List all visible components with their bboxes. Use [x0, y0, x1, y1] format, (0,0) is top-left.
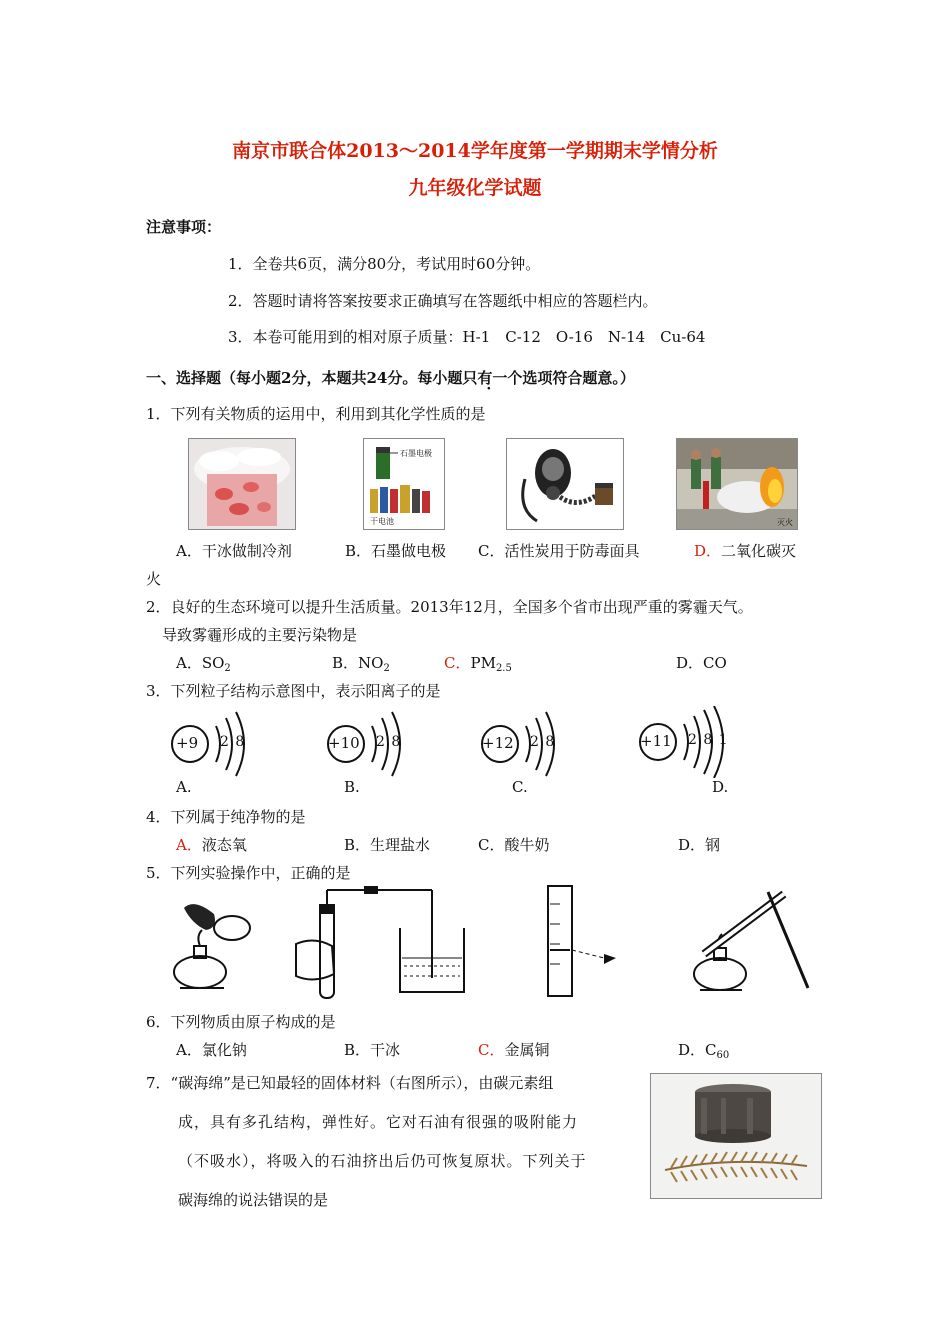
question-5-stem: 5．下列实验操作中，正确的是	[146, 864, 351, 882]
page-title: 南京市联合体2013～2014学年度第一学期期末学情分析	[232, 140, 718, 162]
q6-option-b: B．干冰	[344, 1041, 401, 1059]
emphasis-dots: 只有一个	[462, 369, 523, 387]
question-2-stem-2: 导致雾霾形成的主要污染物是	[162, 626, 358, 644]
fire-extinguishing-image	[676, 438, 798, 530]
q2-option-a: A．$SO_2$	[176, 654, 231, 674]
q4-option-b: B．生理盐水	[344, 836, 431, 854]
question-1-stem: 1．下列有关物质的运用中，利用到其化学性质的是	[146, 405, 486, 423]
nucleus-charge: +9	[176, 734, 199, 752]
lab-operations-figure	[164, 884, 826, 1000]
question-2-stem: 2．良好的生态环境可以提升生活质量。2013年12月，全国多个省市出现严重的雾霾天气。	[146, 598, 753, 616]
notice-item: 1．全卷共6页，满分80分，考试用时60分钟。	[228, 255, 541, 273]
q3-option-a: A.	[176, 778, 192, 796]
q2-option-d: D．CO	[676, 654, 727, 672]
electron-shells: 2 8	[530, 734, 556, 750]
q4-option-d: D．钢	[678, 836, 721, 854]
q3-option-b: B.	[344, 778, 360, 796]
graphite-electrode-label: 石墨电极	[400, 449, 432, 458]
q4-option-a: A．液态氧	[176, 836, 247, 854]
notice-item: 2．答题时请将答案按要求正确填写在答题纸中相应的答题栏内。	[228, 292, 658, 310]
atom-diagram-c	[476, 710, 566, 778]
section-heading: 一、选择题（每小题2分，本题共24分。每小题只有一个选项符合题意。）	[146, 369, 635, 387]
carbon-sponge-image	[650, 1073, 822, 1199]
electron-shells: 2 8	[376, 734, 402, 750]
dry-ice-image	[188, 438, 296, 530]
question-4-stem: 4．下列属于纯净物的是	[146, 808, 306, 826]
q3-option-d: D.	[712, 778, 729, 796]
q2-option-c: C．$PM_{2.5}$	[444, 654, 512, 674]
question-6-stem: 6．下列物质由原子构成的是	[146, 1013, 336, 1031]
nucleus-charge: +11	[640, 732, 672, 750]
question-7-line-2: 成，具有多孔结构，弹性好。它对石油有很强的吸附能力	[178, 1113, 579, 1131]
nucleus-charge: +10	[328, 734, 360, 752]
graphite-battery-image	[363, 438, 445, 530]
fire-label: 灭火	[777, 518, 793, 527]
notice-heading: 注意事项：	[146, 218, 222, 236]
q6-option-c: C．金属铜	[478, 1041, 550, 1059]
q1-option-b: B．石墨做电极	[345, 542, 447, 560]
q4-option-c: C．酸牛奶	[478, 836, 550, 854]
nucleus-charge: +12	[482, 734, 514, 752]
q1-option-c: C．活性炭用于防毒面具	[478, 542, 640, 560]
electron-shells: 2 8	[220, 734, 246, 750]
atom-diagram-b	[322, 710, 412, 778]
gas-mask-image	[506, 438, 624, 530]
q2-option-b: B．$NO_2$	[332, 654, 390, 674]
electron-shells: 2 8 1	[688, 732, 729, 748]
question-7-line-1: 7．“碳海绵”是已知最轻的固体材料（右图所示），由碳元素组	[146, 1074, 554, 1092]
question-3-stem: 3．下列粒子结构示意图中，表示阳离子的是	[146, 682, 441, 700]
notice-item: 3．本卷可能用到的相对原子质量：H-1 C-12 O-16 N-14 Cu-64	[228, 328, 706, 346]
page-subtitle: 九年级化学试题	[408, 177, 542, 199]
q1-option-d: D．二氧化碳灭	[694, 542, 797, 560]
q1-option-d-wrap: 火	[146, 570, 162, 588]
q6-option-a: A．氯化钠	[176, 1041, 247, 1059]
atom-diagram-a	[166, 710, 256, 778]
question-7-line-4: 碳海绵的说法错误的是	[178, 1191, 329, 1209]
atom-diagram-d	[634, 706, 734, 778]
q3-option-c: C.	[512, 778, 528, 796]
question-7-line-3: （不吸水），将吸入的石油挤出后仍可恢复原状。下列关于	[178, 1152, 587, 1170]
dry-cell-label: 干电池	[370, 517, 394, 526]
q6-option-d: D．$C_{60}$	[678, 1041, 730, 1061]
q1-option-a: A．干冰做制冷剂	[176, 542, 292, 560]
